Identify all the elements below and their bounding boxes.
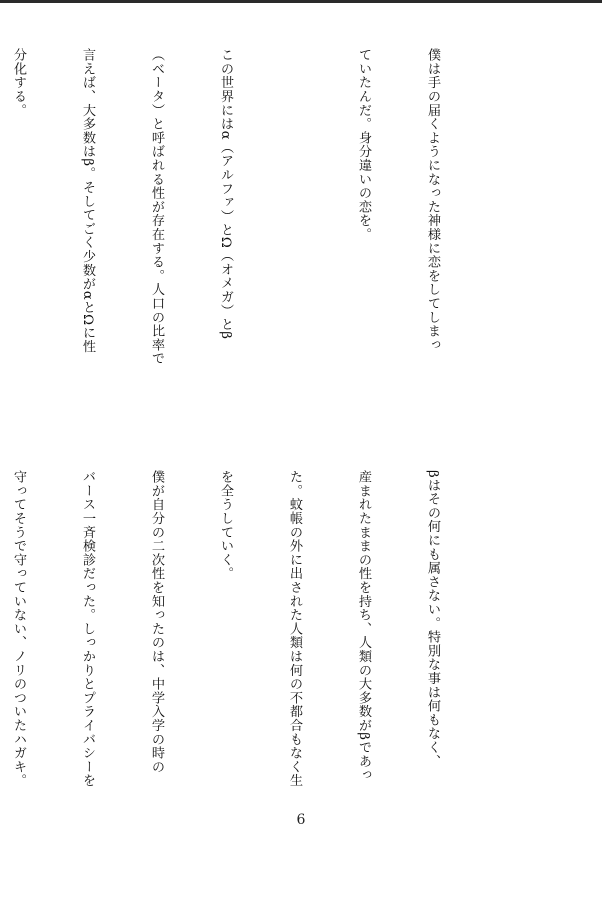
text-line: 僕は手の届くようになった神様に恋をしてしまっ	[425, 48, 440, 352]
text-line: バース一斉検診だった。しっかりとプライバシーを	[80, 470, 95, 788]
bottom-text-block	[0, 470, 490, 860]
text-line: 僕が自分の二次性を知ったのは、中学入学の時の	[149, 470, 164, 774]
text-line: （ベータ）と呼ばれる性が存在する。人口の比率で	[149, 48, 164, 366]
text-line: 分化する。	[11, 48, 26, 117]
blank-line	[283, 48, 306, 428]
text-line: 守ってそうで守っていない、ノリのついたハガキ。	[11, 470, 26, 788]
text-line: ていたんだ。身分違いの恋を。	[356, 48, 371, 242]
text-line: βはその何にも属さない。特別な事は何もなく、	[425, 470, 440, 769]
text-line: 産まれたままの性を持ち、人類の大多数がβであっ	[356, 470, 371, 782]
text-line: この世界にはα（アルファ）とΩ（オメガ）とβ	[218, 48, 233, 340]
text-line: た。蚊帳の外に出された人類は何の不都合もなく生	[287, 470, 302, 788]
text-line: を全うしていく。	[218, 470, 233, 581]
top-text-block	[0, 48, 490, 428]
page-number: 6	[296, 812, 306, 828]
text-line: 言えば、大多数はβ。そしてごく少数がαとΩに性	[80, 48, 95, 354]
